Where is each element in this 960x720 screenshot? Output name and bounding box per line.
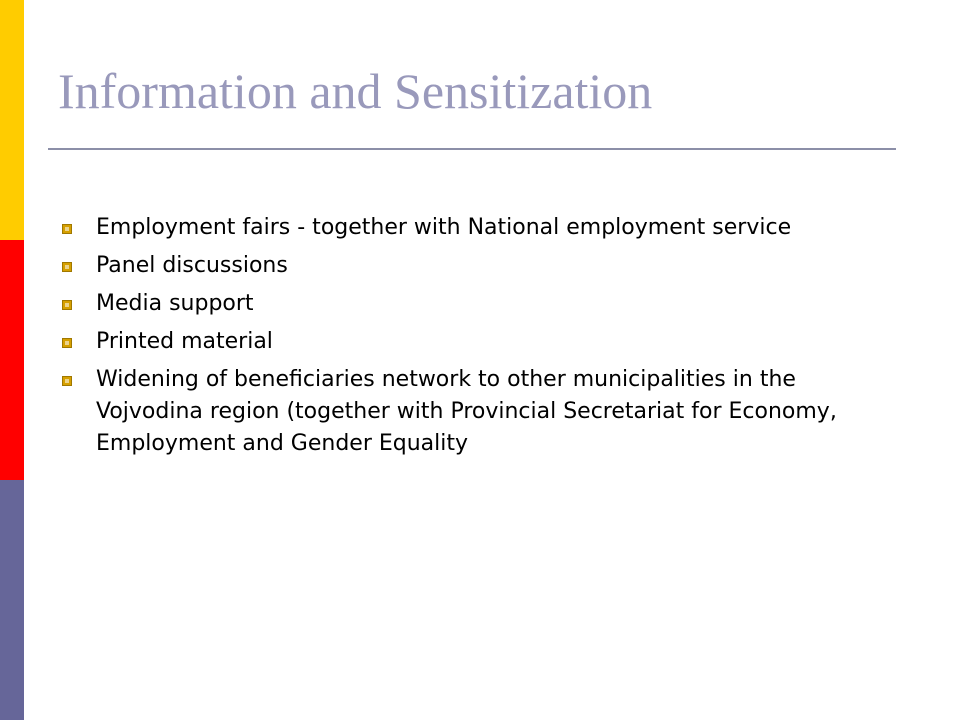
bullet-item <box>60 250 900 282</box>
bullet-text: Media support <box>96 291 254 316</box>
bullet-text: Employment fairs - together with National employment service <box>96 215 792 240</box>
square-bullet-icon <box>62 300 72 310</box>
title-underline <box>48 148 896 150</box>
bullet-text: Printed material <box>96 329 273 354</box>
bullet-item <box>60 288 900 320</box>
square-bullet-icon <box>62 376 72 386</box>
bullet-item <box>60 364 900 460</box>
square-bullet-icon <box>62 224 72 234</box>
bullet-list <box>60 212 900 466</box>
square-bullet-icon <box>62 338 72 348</box>
bullet-item <box>60 326 900 358</box>
bullet-text: Widening of beneficiaries network to other municipalities in the Vojvodina region (together with Provincial Secretariat for Economy, Employment and Gender Equality <box>96 367 837 456</box>
side-bar-purple-band <box>0 480 24 720</box>
square-bullet-icon <box>62 262 72 272</box>
side-bar-red-band <box>0 240 24 480</box>
bullet-text: Panel discussions <box>96 253 288 278</box>
side-color-bar <box>0 0 24 720</box>
slide-title: Information and Sensitization <box>58 63 653 119</box>
side-bar-yellow-band <box>0 0 24 240</box>
bullet-item <box>60 212 900 244</box>
